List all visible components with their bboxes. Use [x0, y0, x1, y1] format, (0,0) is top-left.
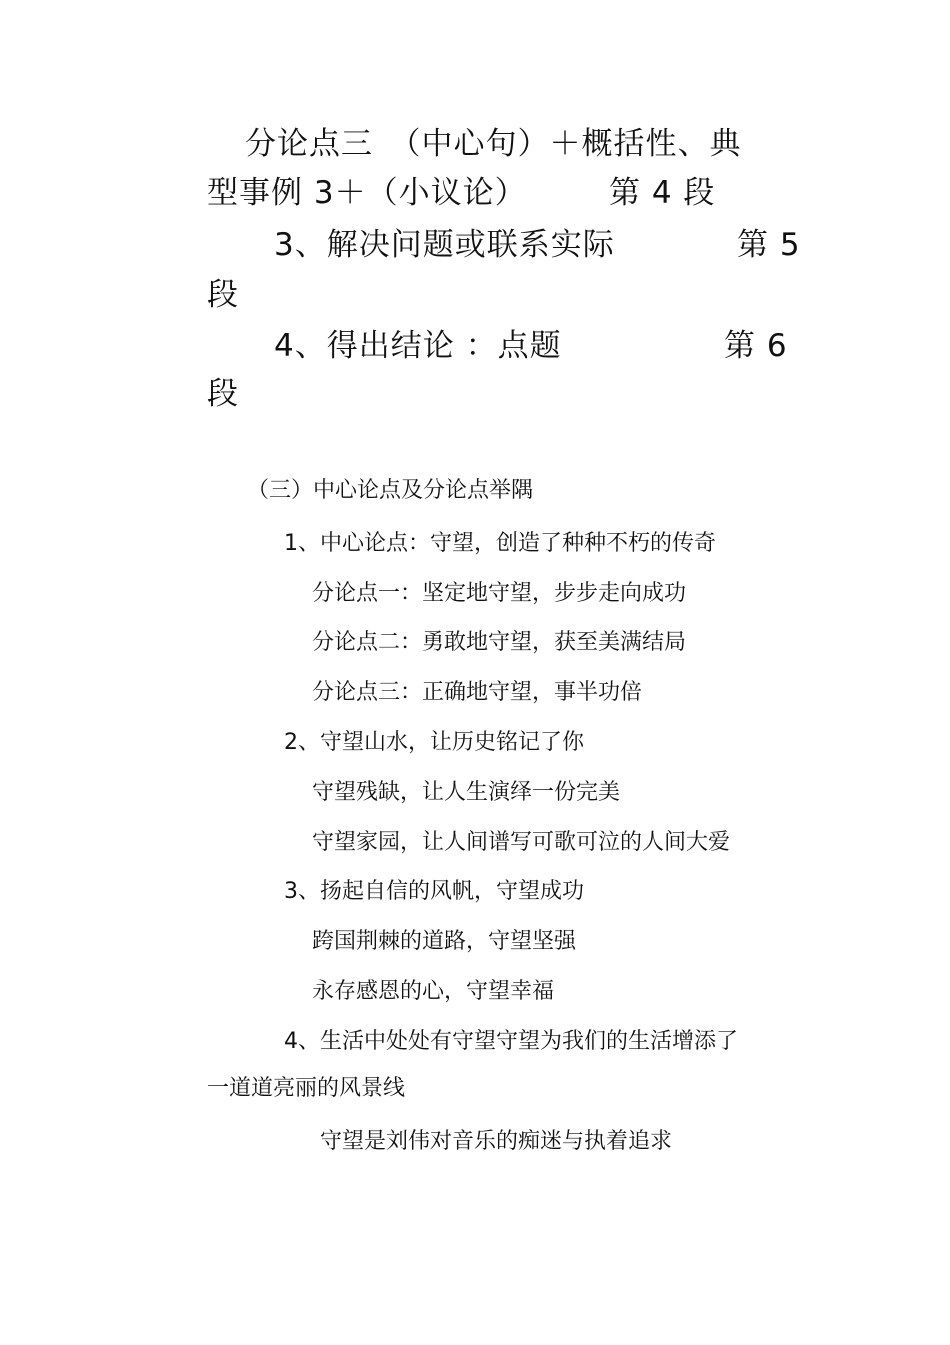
section-heading: （三）中心论点及分论点举隅: [247, 478, 534, 503]
outline-line-5-text: 4、得出结论 ：点题: [274, 328, 562, 364]
example-item-1: 1、中心论点：守望，创造了种种不朽的传奇: [284, 531, 716, 556]
example-item-1-sub-3: 分论点三：正确地守望，事半功倍: [312, 680, 643, 705]
example-item-3-sub-2: 永存感恩的心，守望幸福: [312, 979, 555, 1004]
example-item-1-sub-2: 分论点二：勇敢地守望，获至美满结局: [312, 630, 687, 655]
outline-line-2-text: 型事例 3＋（小议论）: [207, 175, 527, 211]
example-item-4-line-2: 一道道亮丽的风景线: [207, 1076, 406, 1101]
example-item-2: 2、守望山水，让历史铭记了你: [284, 730, 584, 755]
example-item-2-sub-1: 守望残缺，让人生演绎一份完美: [312, 780, 621, 805]
outline-line-3-text: 3、解决问题或联系实际: [274, 227, 615, 263]
outline-line-5-paragraph: 第 6: [724, 328, 788, 364]
outline-line-4: 段: [207, 277, 239, 313]
outline-line-2-paragraph: 第 4 段: [609, 175, 716, 211]
example-item-4-sub-1: 守望是刘伟对音乐的痴迷与执着追求: [320, 1129, 673, 1154]
example-item-3-sub-1: 跨国荆棘的道路，守望坚强: [312, 929, 577, 954]
example-item-2-sub-2: 守望家园，让人间谱写可歌可泣的人间大爱: [312, 830, 731, 855]
example-item-1-sub-1: 分论点一：坚定地守望，步步走向成功: [312, 581, 687, 606]
outline-line-1: 分论点三 （中心句）＋概括性、典: [245, 126, 742, 162]
example-item-4-line-1: 4、生活中处处有守望守望为我们的生活增添了: [284, 1029, 738, 1054]
outline-line-6: 段: [207, 376, 239, 412]
outline-line-3-paragraph: 第 5: [737, 227, 801, 263]
example-item-3: 3、扬起自信的风帆，守望成功: [284, 879, 584, 904]
